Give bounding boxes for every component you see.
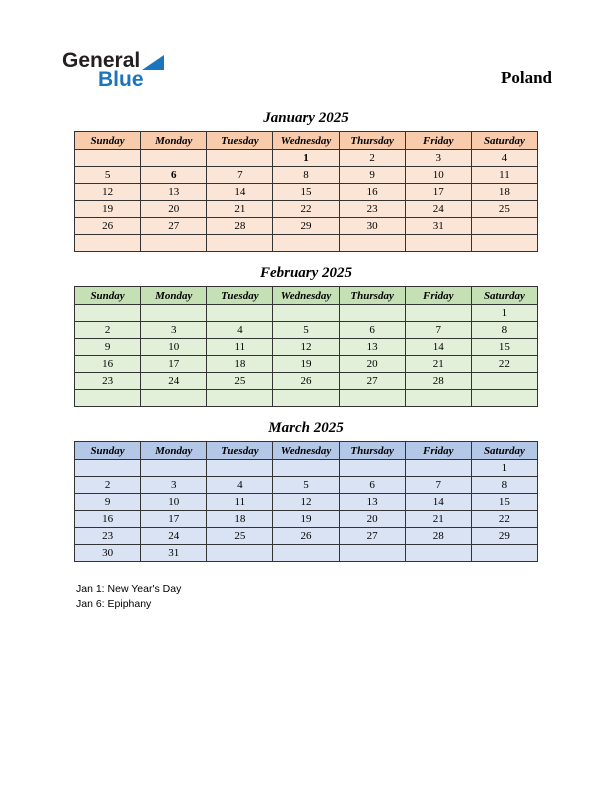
day-cell: 12 [273, 494, 339, 511]
day-cell: 17 [141, 356, 207, 373]
day-cell: 9 [75, 339, 141, 356]
day-cell: 10 [141, 494, 207, 511]
day-cell: 9 [339, 167, 405, 184]
empty-cell [471, 545, 537, 562]
day-cell: 11 [471, 167, 537, 184]
day-cell: 25 [207, 528, 273, 545]
day-header-friday: Friday [405, 442, 471, 460]
month-march [74, 420, 538, 562]
day-cell: 22 [471, 356, 537, 373]
day-cell: 18 [471, 184, 537, 201]
holiday-note: Jan 1: New Year's Day [76, 583, 182, 595]
logo-text-general: General [62, 49, 141, 72]
day-cell: 2 [75, 477, 141, 494]
day-cell: 6 [339, 477, 405, 494]
day-cell: 22 [273, 201, 339, 218]
day-cell: 21 [405, 511, 471, 528]
day-cell: 31 [141, 545, 207, 562]
day-cell: 11 [207, 494, 273, 511]
month-february [74, 265, 538, 407]
day-cell: 26 [75, 218, 141, 235]
day-cell: 28 [405, 373, 471, 390]
day-cell: 7 [405, 477, 471, 494]
day-cell: 6 [339, 322, 405, 339]
day-cell: 25 [207, 373, 273, 390]
day-cell: 21 [405, 356, 471, 373]
day-header-saturday: Saturday [471, 132, 537, 150]
day-cell: 19 [273, 356, 339, 373]
empty-cell [339, 545, 405, 562]
day-cell: 15 [471, 339, 537, 356]
month-title-january: January 2025 [263, 110, 349, 126]
day-cell: 2 [339, 150, 405, 167]
day-header-wednesday: Wednesday [273, 287, 339, 305]
empty-cell [405, 545, 471, 562]
day-cell: 12 [273, 339, 339, 356]
empty-cell [75, 305, 141, 322]
day-cell: 18 [207, 511, 273, 528]
day-cell: 13 [339, 494, 405, 511]
empty-cell [339, 390, 405, 407]
day-header-sunday: Sunday [75, 442, 141, 460]
day-cell: 28 [405, 528, 471, 545]
day-cell: 23 [75, 373, 141, 390]
day-cell: 8 [273, 167, 339, 184]
day-cell: 16 [339, 184, 405, 201]
calendar-table-february [74, 286, 538, 407]
day-header-tuesday: Tuesday [207, 132, 273, 150]
day-header-sunday: Sunday [75, 132, 141, 150]
empty-cell [75, 235, 141, 252]
day-cell: 27 [339, 373, 405, 390]
day-cell: 3 [141, 477, 207, 494]
holiday-note: Jan 6: Epiphany [76, 598, 152, 610]
day-cell: 30 [75, 545, 141, 562]
generalblue-logo [62, 50, 164, 90]
empty-cell [471, 235, 537, 252]
day-header-friday: Friday [405, 287, 471, 305]
day-cell: 14 [405, 339, 471, 356]
day-cell: 8 [471, 322, 537, 339]
day-cell: 17 [405, 184, 471, 201]
empty-cell [207, 545, 273, 562]
day-cell: 24 [405, 201, 471, 218]
day-cell: 16 [75, 511, 141, 528]
day-cell: 30 [339, 218, 405, 235]
empty-cell [141, 150, 207, 167]
day-cell: 26 [273, 528, 339, 545]
empty-cell [471, 373, 537, 390]
logo-text-blue: Blue [98, 68, 144, 91]
day-header-monday: Monday [141, 442, 207, 460]
day-header-sunday: Sunday [75, 287, 141, 305]
day-cell: 19 [273, 511, 339, 528]
empty-cell [207, 390, 273, 407]
day-cell: 1 [273, 150, 339, 167]
empty-cell [339, 460, 405, 477]
empty-cell [405, 305, 471, 322]
day-cell: 6 [141, 167, 207, 184]
day-header-thursday: Thursday [339, 287, 405, 305]
day-cell: 4 [207, 477, 273, 494]
day-cell: 4 [471, 150, 537, 167]
day-cell: 8 [471, 477, 537, 494]
empty-cell [75, 460, 141, 477]
day-header-saturday: Saturday [471, 442, 537, 460]
day-cell: 21 [207, 201, 273, 218]
empty-cell [273, 390, 339, 407]
day-cell: 15 [471, 494, 537, 511]
empty-cell [141, 460, 207, 477]
day-header-saturday: Saturday [471, 287, 537, 305]
day-header-monday: Monday [141, 132, 207, 150]
day-cell: 27 [339, 528, 405, 545]
empty-cell [405, 390, 471, 407]
empty-cell [339, 235, 405, 252]
day-header-thursday: Thursday [339, 442, 405, 460]
day-cell: 14 [207, 184, 273, 201]
day-cell: 29 [273, 218, 339, 235]
day-cell: 1 [471, 460, 537, 477]
day-cell: 3 [405, 150, 471, 167]
day-cell: 25 [471, 201, 537, 218]
empty-cell [471, 390, 537, 407]
day-header-monday: Monday [141, 287, 207, 305]
day-cell: 29 [471, 528, 537, 545]
empty-cell [273, 545, 339, 562]
empty-cell [207, 460, 273, 477]
day-cell: 16 [75, 356, 141, 373]
day-cell: 15 [273, 184, 339, 201]
holiday-notes [76, 582, 612, 612]
day-cell: 14 [405, 494, 471, 511]
day-header-friday: Friday [405, 132, 471, 150]
day-cell: 23 [75, 528, 141, 545]
empty-cell [273, 235, 339, 252]
day-header-tuesday: Tuesday [207, 287, 273, 305]
day-header-wednesday: Wednesday [273, 442, 339, 460]
day-cell: 10 [405, 167, 471, 184]
day-cell: 23 [339, 201, 405, 218]
day-cell: 7 [405, 322, 471, 339]
day-cell: 20 [141, 201, 207, 218]
day-cell: 5 [273, 477, 339, 494]
empty-cell [141, 305, 207, 322]
day-cell: 27 [141, 218, 207, 235]
day-cell: 3 [141, 322, 207, 339]
empty-cell [75, 150, 141, 167]
day-header-tuesday: Tuesday [207, 442, 273, 460]
empty-cell [273, 460, 339, 477]
day-cell: 24 [141, 373, 207, 390]
calendar-table-march [74, 441, 538, 562]
day-cell: 26 [273, 373, 339, 390]
day-cell: 28 [207, 218, 273, 235]
day-cell: 24 [141, 528, 207, 545]
empty-cell [141, 235, 207, 252]
day-header-thursday: Thursday [339, 132, 405, 150]
day-cell: 2 [75, 322, 141, 339]
day-cell: 19 [75, 201, 141, 218]
page-header [0, 0, 612, 90]
month-title-march: March 2025 [268, 420, 344, 436]
day-cell: 20 [339, 356, 405, 373]
calendar-table-january [74, 131, 538, 252]
empty-cell [75, 390, 141, 407]
day-cell: 12 [75, 184, 141, 201]
empty-cell [141, 390, 207, 407]
day-cell: 11 [207, 339, 273, 356]
empty-cell [405, 235, 471, 252]
empty-cell [471, 218, 537, 235]
month-title-february: February 2025 [259, 265, 353, 281]
country-title: Poland [500, 68, 552, 87]
day-cell: 10 [141, 339, 207, 356]
day-cell: 5 [273, 322, 339, 339]
empty-cell [273, 305, 339, 322]
day-cell: 9 [75, 494, 141, 511]
empty-cell [207, 150, 273, 167]
day-cell: 13 [141, 184, 207, 201]
empty-cell [207, 235, 273, 252]
day-cell: 7 [207, 167, 273, 184]
day-cell: 20 [339, 511, 405, 528]
empty-cell [405, 460, 471, 477]
day-cell: 18 [207, 356, 273, 373]
day-cell: 31 [405, 218, 471, 235]
day-header-wednesday: Wednesday [273, 132, 339, 150]
day-cell: 17 [141, 511, 207, 528]
day-cell: 5 [75, 167, 141, 184]
empty-cell [207, 305, 273, 322]
day-cell: 4 [207, 322, 273, 339]
day-cell: 1 [471, 305, 537, 322]
day-cell: 22 [471, 511, 537, 528]
empty-cell [339, 305, 405, 322]
logo-triangle-icon [142, 55, 164, 70]
month-january [74, 110, 538, 252]
day-cell: 13 [339, 339, 405, 356]
